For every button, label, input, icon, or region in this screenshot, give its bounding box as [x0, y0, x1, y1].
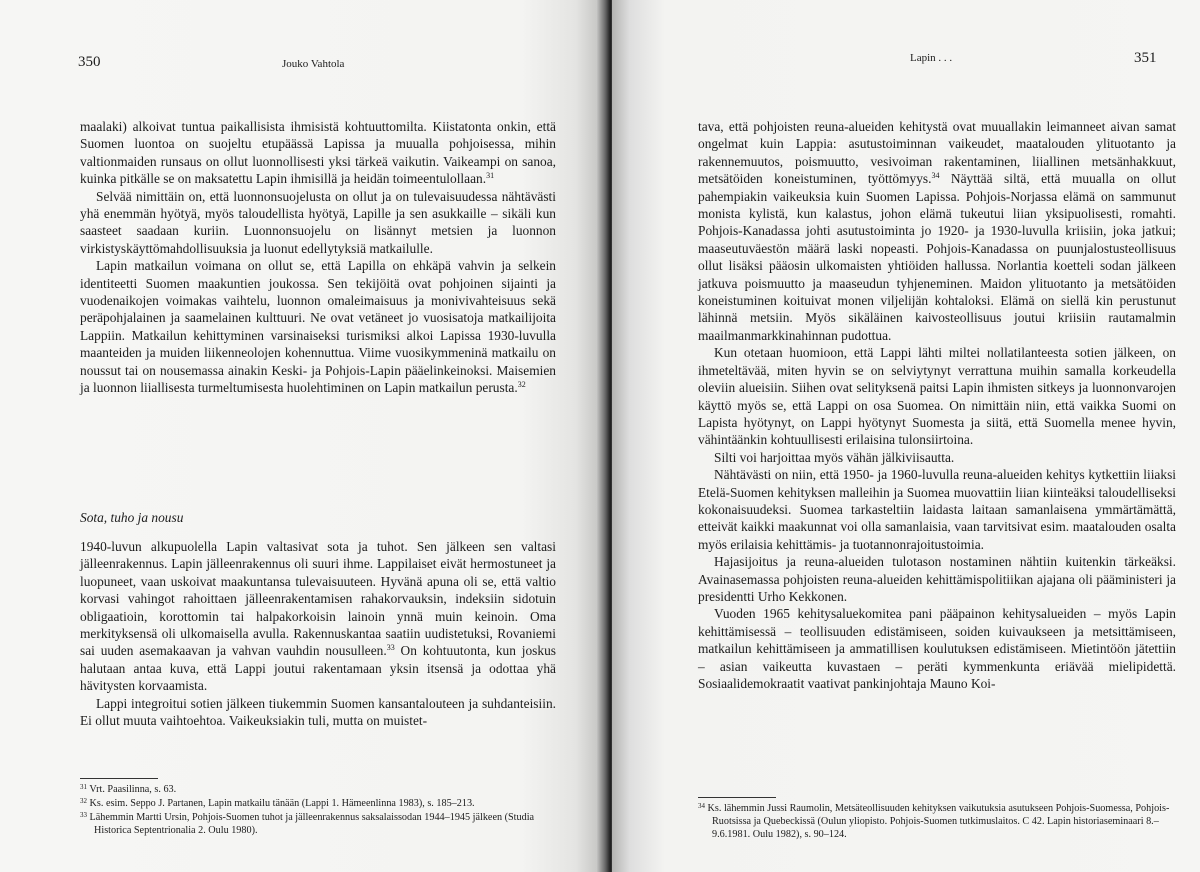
page-number: 350	[78, 54, 101, 70]
paragraph-text: Hajasijoitus ja reuna-alueiden tulotason nostaminen nähtiin kuitenkin tärkeäksi. Avainasemassa pohjoisten reuna-alueiden kehittämispolitiikan ajajana oli pääministeri ja presidentti Urho Kekkonen.	[698, 554, 1176, 604]
footnote-reference[interactable]: 32	[517, 380, 526, 390]
paragraph	[698, 605, 1176, 692]
footnote-text: Lähemmin Martti Ursin, Pohjois-Suomen tuhot ja jälleenrakennus saksalaissodan 1944–1945 jälkeen (Studia Historica Septentrionalia 2. Oulu 1980).	[89, 812, 535, 836]
paragraph	[698, 466, 1176, 553]
footnote-reference[interactable]: 31	[486, 171, 495, 181]
paragraph	[80, 118, 556, 188]
paragraph-text: Vuoden 1965 kehitysaluekomitea pani pääpainon kehitysalueiden – myös Lapin kehittämisessä – teollisuuden edistämiseen, soiden kuivaukseen ja metsittämiseen, matkailun kehittämiseen ja ammatillisen koulutuksen edistämiseen. Mietintöön jätettiin – asian vaikeutta kuvastaen – peräti kymmenkunta eriävää mielipidettä. Sosiaalidemokraatit vaativat pankinjohtaja Mauno Koi-	[698, 606, 1176, 691]
footnote-text: Vrt. Paasilinna, s. 63.	[89, 784, 177, 795]
footnote-rule	[698, 797, 776, 798]
footnote-text: Ks. esim. Seppo J. Partanen, Lapin matkailu tänään (Lappi 1. Hämeenlinna 1983), s. 185–213.	[89, 798, 475, 809]
footnote-reference[interactable]: 33	[386, 643, 395, 653]
footnotes	[80, 783, 556, 838]
paragraph-text: Lapin matkailun voimana on ollut se, että Lapilla on ehkäpä vahvin ja selkein identiteetti Suomen maakuntien joukossa. Sen tekijöitä ovat pohjoinen sijainti ja vuodenaikojen voimakas vaihtelu, luonnon omaleimaisuus ja monivivahteisuus sekä peräpohjalainen ja saamelainen kulttuuri. Ne ovat vetäneet jo vuosisatoja matkailijoita Lappiin. Matkailun kehittyminen varsinaiseksi turismiksi alkoi Lapissa 1930-luvulla maanteiden ja muiden liikenneolojen kohennuttua. Viime vuosikymmeninä matkailu on noussut tai on nousemassa ainakin Keski- ja Pohjois-Lapin pääelinkeinoksi. Maisemien ja luonnon liiallisesta turmeltumisesta huolehtiminen on Lapin matkailun perusta.	[80, 258, 556, 396]
footnote-rule	[80, 778, 158, 779]
paragraph	[80, 695, 556, 730]
paragraph	[80, 538, 556, 695]
paragraph-text: tava, että pohjoisten reuna-alueiden kehitystä ovat muuallakin leimanneet aivan samat ongelmat kuin Lappia: asutustoiminnan vaikeudet, maatalouden ylituotanto ja rakennemuutos, poismuutto, vesivoiman rakentaminen, liiallinen metsänhakkuut, metsätöiden koneistuminen, työttömyys.	[698, 119, 1176, 187]
running-head: Lapin . . .	[910, 52, 953, 64]
paragraph-text: Nähtävästi on niin, että 1950- ja 1960-luvulla reuna-alueiden kehitys kytkettiin liiaksi Etelä-Suomen kehityksen malleihin ja Suomea muovattiin liian kiinteäksi taloudelliseksi kokonaisuudeksi. Suomea tarkasteltiin laidasta laitaan samanlaisena ymmärtämättä, etteivät kaikki maakunnat voi olla samanlaisia, vaan tarvitsivat esim. maatalouden osalta myös erilaisia kehittämis- ja tuotannonrajoitustoimia.	[698, 467, 1176, 552]
running-head: Jouko Vahtola	[282, 58, 345, 70]
paragraph-text-continued: On kohtuutonta, kun joskus halutaan antaa kuva, että Lappi joutui rakentamaan yksin itsensä ja odottaa yhä hävitysten korvaamista.	[80, 643, 556, 694]
paragraph-text: 1940-luvun alkupuolella Lapin valtasivat sota ja tuhot. Sen jälkeen sen valtasi jälleenrakennus. Lapin jälleenrakennus oli suuri ihme. Lappilaiset eivät hermostuneet ja luopuneet, vaan uskoivat maakuntansa tulevaisuuteen. Hyvänä apuna oli se, että valtio korvasi vahingot rahoittaen jälleenrakentamisen rahakorvauksin, indeksiin sidotuin obligaatioin, korottomin tai halpakorkoisin lainoin ynnä muin keinoin. Oma merkityksensä oli ulkomaisella avulla. Rakennuskantaa saatiin uudistetuksi, Rovaniemi sai uuden asemakaavan ja vahvan vauhdin nousulleen.	[80, 539, 556, 659]
paragraph	[698, 118, 1176, 344]
footnote-number: 33	[80, 811, 87, 819]
paragraph-text: Silti voi harjoittaa myös vähän jälkiviisautta.	[714, 449, 955, 465]
paragraph	[80, 257, 556, 396]
paragraph-text: maalaki) alkoivat tuntua paikallisista ihmisistä kohtuuttomilta. Kiistatonta onkin, että Suomen luontoa on suojeltu etupäässä Lapissa ja muualla pohjoisessa, mihin valtionmaiden runsaus on ollut luonnollisesti yksi tärkeä vaikutin. Vaikeampi on sanoa, kuinka pitkälle se on maksatettu Lapin ihmisillä ja heidän toimeentulollaan.	[80, 119, 556, 187]
paragraph	[698, 344, 1176, 448]
paragraph-text: Selvää nimittäin on, että luonnonsuojelusta on ollut ja on tulevaisuudessa nähtävästi yhä enemmän hyötyä, myös taloudellista hyötyä, Lapille ja sen asukkaille – sikäli kun saasteet saadaan kuriin. Luonnonsuojelu on lisännyt metsien ja luonnon virkistyskäyttömahdollisuuksia ja luonut edellytyksiä matkailulle.	[80, 188, 556, 256]
paragraph	[698, 449, 1176, 466]
body-text-bottom	[80, 538, 556, 729]
paragraph	[80, 188, 556, 258]
footnote	[698, 802, 1176, 841]
body-text	[698, 118, 1176, 692]
footnote	[80, 797, 556, 810]
footnotes	[698, 802, 1176, 842]
paragraph-text: Lappi integroitui sotien jälkeen tiukemmin Suomen kansantalouteen ja suhdanteisiin. Ei ollut muuta vaihtoehtoa. Vaikeuksiakin tuli, mutta on muistet-	[80, 695, 556, 729]
paragraph-text-continued: Näyttää siltä, että muualla on ollut pahempiakin vaikeuksia kuin Suomen Lapissa. Pohjois-Norjassa elämä on sammunut monista kylistä, kun kalastus, johon elämä tukeutui liian yksipuolisesti, romahti. Pohjois-Kanadassa johti asutustoiminta jo 1920- ja 1930-luvulla kriisiin, joka jatkui; maaseutuväestön määrä laski nopeasti. Pohjois-Kanadassa on puunjalostusteollisuus ollut lisäksi pääosin ulkomaisten yhtiöiden hallussa. Norlantia koetteli sodan jälkeen jatkuva poismuutto ja maaseudun tyhjeneminen. Maidon ylituotanto ja metsätöiden koneistuminen koituivat monen viljelijän kohtaloksi. Elämä on siellä kin perustunut lähinnä metsiin. Myös sikäläinen kaivosteollisuus joutui kriisiin rautamalmin maailmanmarkkinahinnan pudottua.	[698, 171, 1176, 343]
footnote-number: 32	[80, 797, 87, 805]
footnote-number: 34	[698, 802, 705, 810]
footnote	[80, 811, 556, 837]
section-title: Sota, tuho ja nousu	[80, 510, 184, 525]
right-page	[612, 0, 1200, 872]
footnote	[80, 783, 556, 796]
footnote-number: 31	[80, 783, 87, 791]
page-number: 351	[1134, 50, 1157, 66]
paragraph-text: Kun otetaan huomioon, että Lappi lähti miltei nollatilanteesta sotien jälkeen, on ihmeteltävää, miten hyvin se on selviytynyt verrattuna muihin samalla korkeudella oleviin alueisiin. Siihen ovat selityksenä paitsi Lapin ihmisten sitkeys ja luonnonvarojen käyttö myös se, että Lappi on osa Suomea. On nimittäin niin, että vaikka Suomi on Lapista hyötynyt, on Lappi hyötynyt Suomesta ja siitä, että Suomella menee hyvin, vähintäänkin kohtuullisesti erilaisina tulonsiirtoina.	[698, 345, 1176, 448]
paragraph	[698, 553, 1176, 605]
footnote-reference[interactable]: 34	[931, 171, 940, 181]
footnote-text: Ks. lähemmin Jussi Raumolin, Metsäteollisuuden kehityksen vaikutuksia asutukseen Pohjois-Suomessa, Pohjois-Ruotsissa ja Quebeckissä (Oulun yliopisto. Pohjois-Suomen tutkimuslaitos. C 42. Lapin historiaseminaari 8.–9.6.1981. Oulu 1982), s. 90–124.	[707, 803, 1170, 840]
body-text-top	[80, 118, 556, 397]
